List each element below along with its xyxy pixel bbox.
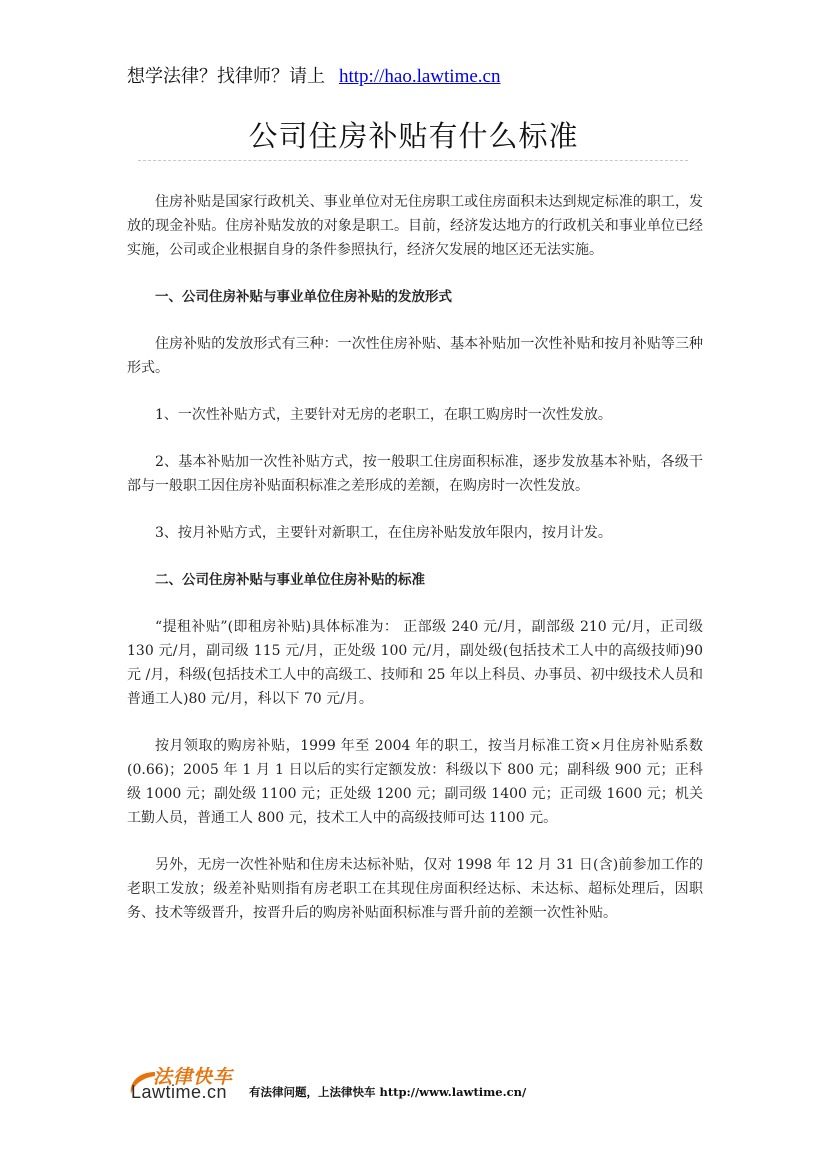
paragraph: 住房补贴是国家行政机关、事业单位对无住房职工或住房面积未达到规定标准的职工，发放的现金补贴。住房补贴发放的对象是职工。目前，经济发达地方的行政机关和事业单位已经实施，公司或企业根据自身的条件参照执行，经济欠发展的地区还无法实施。 xyxy=(127,194,703,258)
paragraph: 1、一次性补贴方式，主要针对无房的老职工，在职工购房时一次性发放。 xyxy=(155,407,612,423)
page-header xyxy=(127,62,500,88)
document-body xyxy=(127,190,703,948)
logo-cn: 法律快车 xyxy=(153,1066,234,1088)
paragraph: 另外，无房一次性补贴和住房未达标补贴，仅对 1998 年 12 月 31 日(含)前参加工作的老职工发放；级差补贴则指有房老职工在其现住房面积经达标、未达标、超标处理后，因职务、技术等级晋升，按晋升后的购房补贴面积标准与晋升前的差额一次性补贴。 xyxy=(127,857,703,921)
lawtime-logo xyxy=(125,1062,247,1108)
paragraph: “提租补贴”(即租房补贴)具体标准为： 正部级 240 元/月，副部级 210 元/月，正司级 130 元/月，副司级 115 元/月，正处级 100 元/月，副处级(包括技术工人中的高级技师)90 元 /月，科级(包括技术工人中的高级工、技师和 25 年以上科员、办事员、初中级技术人员和普通工人)80 元/月，科以下 70 元/月。 xyxy=(127,619,703,707)
header-link[interactable]: http://hao.lawtime.cn xyxy=(339,66,501,87)
section-heading: 二、公司住房补贴与事业单位住房补贴的标准 xyxy=(155,572,425,588)
paragraph: 3、按月补贴方式，主要针对新职工，在住房补贴发放年限内，按月计发。 xyxy=(155,525,612,541)
section-heading: 一、公司住房补贴与事业单位住房补贴的发放形式 xyxy=(155,289,452,305)
logo-en: Lawtime.cn xyxy=(131,1082,228,1102)
title-divider xyxy=(138,160,688,161)
header-text: 想学法律？找律师？请上 xyxy=(127,66,325,87)
paragraph: 2、基本补贴加一次性补贴方式，按一般职工住房面积标准，逐步发放基本补贴，各级干部与一般职工因住房补贴面积标准之差形成的差额，在购房时一次性发放。 xyxy=(127,454,703,494)
footer-text: 有法律问题，上法律快车 http://www.lawtime.cn/ xyxy=(249,1085,527,1099)
paragraph: 按月领取的购房补贴，1999 年至 2004 年的职工，按当月标准工资×月住房补贴系数(0.66)；2005 年 1 月 1 日以后的实行定额发放：科级以下 800 元；副科级 900 元；正科级 1000 元；副处级 1100 元；正处级 1200 元；副司级 1400 元；正司级 1600 元；机关工勤人员，普通工人 800 元，技术工人中的高级技师可达 1100 元。 xyxy=(127,738,703,826)
document-title: 公司住房补贴有什么标准 xyxy=(248,119,579,153)
page-footer xyxy=(125,1062,725,1112)
paragraph: 住房补贴的发放形式有三种：一次性住房补贴、基本补贴加一次性补贴和按月补贴等三种形式。 xyxy=(127,336,703,376)
